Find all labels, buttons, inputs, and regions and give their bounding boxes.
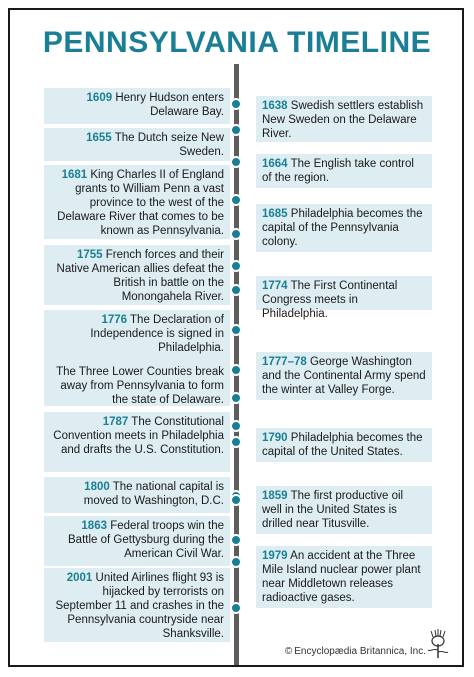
- timeline-dot: [230, 284, 242, 296]
- event-card-1638: [256, 96, 432, 142]
- event-year: 1859: [262, 490, 288, 502]
- event-text: Philadelphia becomes the capital of the Pennsylvania colony.: [262, 208, 423, 248]
- event-text: The First Continental Congress meets in Philadelphia.: [262, 280, 398, 320]
- event-text: The Constitutional Convention meets in Philadelphia and drafts the U.S. Constitution.: [53, 416, 224, 456]
- timeline-dot: [230, 124, 242, 136]
- timeline-dot: [230, 156, 242, 168]
- event-year: 1655: [86, 132, 112, 144]
- event-card-1774: [256, 276, 432, 320]
- event-text: George Washington and the Continental Army spend the winter at Valley Forge.: [262, 356, 426, 396]
- copyright-text: Encyclopædia Britannica, Inc.: [294, 646, 426, 657]
- timeline-dot: [230, 194, 242, 206]
- page-title: PENNSYLVANIA TIMELINE: [42, 26, 432, 59]
- timeline-dot: [230, 364, 242, 376]
- event-year: 1774: [262, 280, 288, 292]
- event-card-1609: [44, 88, 230, 124]
- event-year: 1638: [262, 100, 288, 112]
- timeline-dot: [230, 436, 242, 448]
- event-text: An accident at the Three Mile Island nuclear power plant near Middletown releases radioactive gases.: [262, 550, 421, 604]
- event-year: 1609: [86, 92, 113, 104]
- timeline-dot: [230, 556, 242, 568]
- event-text: Federal troops win the Battle of Gettysburg during the American Civil War.: [68, 520, 224, 560]
- event-year: 1800: [84, 481, 110, 493]
- event-text: The Dutch seize New Sweden.: [114, 132, 224, 158]
- event-card-1655: [44, 128, 230, 161]
- event-text: The English take control of the region.: [262, 158, 414, 184]
- event-text: Philadelphia becomes the capital of the United States.: [262, 432, 423, 458]
- event-text: The first productive oil well in the United States is drilled near Titusville.: [262, 490, 404, 530]
- timeline-dot: [230, 420, 242, 432]
- timeline-dot: [230, 98, 242, 110]
- event-card-1777-78: [256, 352, 432, 400]
- event-text: King Charles II of England grants to William Penn a vast province to the west of the Delaware River that comes to be known as Pennsylvania.: [57, 169, 224, 237]
- event-card-1863: [44, 516, 230, 566]
- event-text: Henry Hudson enters Delaware Bay.: [115, 92, 224, 118]
- event-card-1859: [256, 486, 432, 534]
- event-year: 1787: [102, 416, 129, 428]
- event-year: 1979: [262, 550, 288, 562]
- event-card-1685: [256, 204, 432, 252]
- timeline-dot: [230, 228, 242, 240]
- event-year: 1681: [61, 169, 88, 181]
- timeline-dot: [230, 602, 242, 614]
- timeline-dot: [230, 534, 242, 546]
- event-year: 2001: [66, 572, 93, 584]
- event-year: 1755: [76, 249, 103, 261]
- event-text: United Airlines flight 93 is hijacked by terrorists on September 11 and crashes in the Pennsylvania countryside near Shanksville.: [55, 572, 224, 640]
- event-card-1776: [44, 310, 230, 406]
- event-card-2001: [44, 568, 230, 642]
- event-text: The national capital is moved to Washington, D.C.: [83, 481, 224, 507]
- event-card-1755: [44, 245, 230, 305]
- event-year: 1790: [262, 432, 288, 444]
- event-text: The Declaration of Independence is signed in Philadelphia.: [90, 314, 224, 354]
- event-text-secondary: The Three Lower Counties break away from Pennsylvania to form the state of Delaware.: [56, 366, 224, 406]
- event-card-1979: [256, 546, 432, 608]
- copyright-symbol: ©: [284, 646, 293, 657]
- event-year: 1777–78: [262, 356, 307, 368]
- event-text: Swedish settlers establish New Sweden on the Delaware River.: [262, 100, 424, 140]
- event-card-1800: [44, 477, 230, 513]
- event-year: 1664: [262, 158, 288, 170]
- timeline-dot: [230, 260, 242, 272]
- timeline-dot: [230, 392, 242, 404]
- event-year: 1685: [262, 208, 288, 220]
- event-card-1681: [44, 165, 230, 239]
- event-text: French forces and their Native American allies defeat the British in battle on the Monongahela River.: [56, 249, 224, 303]
- timeline-dot: [230, 324, 242, 336]
- copyright-notice: [285, 646, 426, 657]
- event-year: 1863: [81, 520, 107, 532]
- event-year: 1776: [101, 314, 128, 326]
- event-card-1790: [256, 428, 432, 462]
- event-card-1787: [44, 412, 230, 472]
- timeline-dot: [230, 494, 242, 506]
- event-card-1664: [256, 154, 432, 188]
- thistle-logo-icon: [424, 628, 452, 662]
